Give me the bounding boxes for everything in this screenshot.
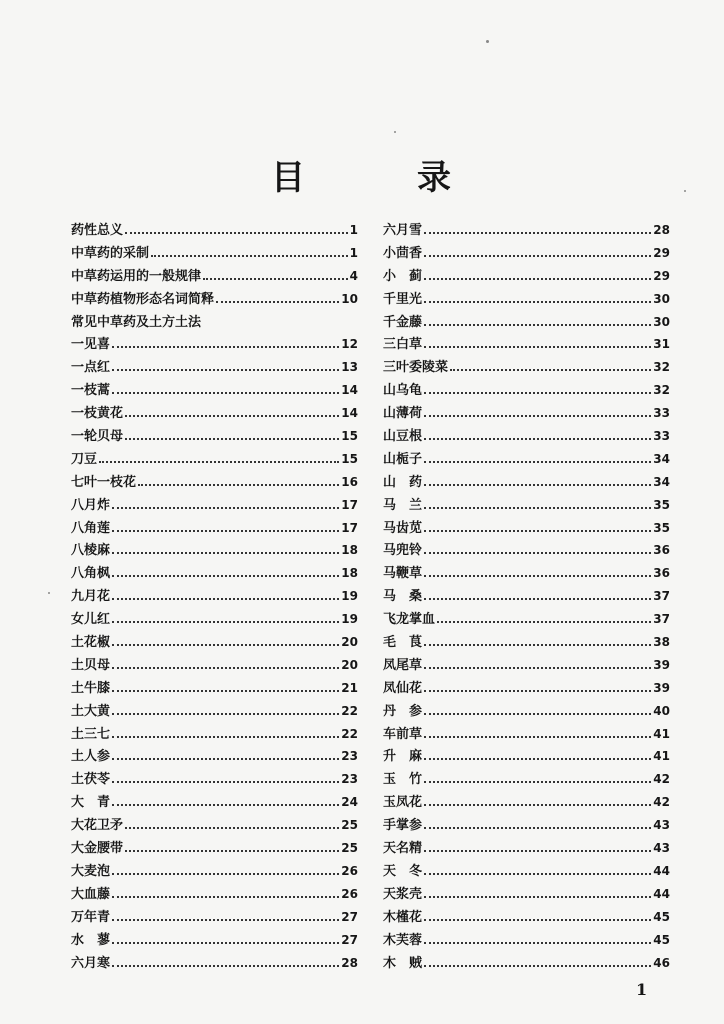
toc-leader-dots <box>112 757 339 760</box>
toc-entry <box>383 448 670 471</box>
toc-entry-page: 42 <box>653 772 670 787</box>
toc-entry <box>383 425 670 448</box>
toc-leader-dots <box>203 277 348 280</box>
toc-entry-page: 41 <box>653 726 670 741</box>
toc-entry-page: 24 <box>341 795 358 810</box>
toc-entry-label: 土大黄 <box>71 703 111 719</box>
toc-leader-dots <box>424 277 651 280</box>
toc-entry-page: 1 <box>349 245 358 260</box>
speck <box>48 592 50 594</box>
toc-left-column <box>71 219 358 974</box>
toc-entry-label: 水 蓼 <box>71 932 111 948</box>
toc-leader-dots <box>112 895 339 898</box>
toc-entry-label: 小茴香 <box>383 245 423 261</box>
toc-entry <box>383 745 670 768</box>
toc-entry-label: 中草药植物形态名词简释 <box>71 291 215 307</box>
toc-entry-page: 38 <box>653 635 670 650</box>
toc-leader-dots <box>424 895 651 898</box>
toc-leader-dots <box>112 735 339 738</box>
toc-entry <box>71 562 358 585</box>
toc-leader-dots <box>424 803 651 806</box>
toc-entry <box>71 333 358 356</box>
toc-entry-page: 14 <box>341 383 358 398</box>
toc-entry-page: 43 <box>653 818 670 833</box>
toc-entry-page: 22 <box>341 726 358 741</box>
toc-leader-dots <box>125 826 339 829</box>
toc-leader-dots <box>112 368 339 371</box>
toc-entry-label: 毛 茛 <box>383 635 423 651</box>
toc-leader-dots <box>125 414 339 417</box>
toc-leader-dots <box>112 506 339 509</box>
toc-entry <box>383 242 670 265</box>
toc-entry-label: 土花椒 <box>71 635 111 651</box>
toc-entry-label: 一枝蒿 <box>71 383 111 399</box>
toc-leader-dots <box>424 689 651 692</box>
toc-entry <box>383 562 670 585</box>
toc-leader-dots <box>424 460 651 463</box>
toc-entry <box>383 768 670 791</box>
toc-leader-dots <box>151 254 348 257</box>
toc-entry <box>383 883 670 906</box>
toc-entry-page: 22 <box>341 703 358 718</box>
toc-entry <box>383 219 670 242</box>
toc-entry-page: 20 <box>341 657 358 672</box>
toc-entry <box>383 585 670 608</box>
toc-entry-label: 木 贼 <box>383 955 423 971</box>
toc-leader-dots <box>424 551 651 554</box>
toc-entry-label: 一轮贝母 <box>71 429 124 445</box>
toc-entry-label: 九月花 <box>71 589 111 605</box>
toc-entry <box>383 379 670 402</box>
toc-entry-label: 丹 参 <box>383 703 423 719</box>
toc-entry-label: 凤尾草 <box>383 657 423 673</box>
toc-entry-page: 19 <box>341 612 358 627</box>
toc-leader-dots <box>424 780 651 783</box>
toc-entry-page: 35 <box>653 520 670 535</box>
toc-entry-label: 八角枫 <box>71 566 111 582</box>
toc-entry-page: 37 <box>653 612 670 627</box>
toc-leader-dots <box>424 506 651 509</box>
toc-entry <box>383 288 670 311</box>
toc-leader-dots <box>424 597 651 600</box>
toc-entry-page: 28 <box>653 223 670 237</box>
toc-entry-label: 三白草 <box>383 337 423 353</box>
toc-entry <box>71 517 358 540</box>
toc-leader-dots <box>450 368 651 371</box>
toc-entry-page: 25 <box>341 818 358 833</box>
toc-leader-dots <box>112 391 339 394</box>
toc-entry-label: 玉 竹 <box>383 772 423 788</box>
toc-entry-label: 六月寒 <box>71 955 111 971</box>
toc-entry <box>71 677 358 700</box>
toc-entry <box>383 814 670 837</box>
speck <box>684 190 686 192</box>
toc-leader-dots <box>424 918 651 921</box>
toc-entry <box>71 265 358 288</box>
toc-entry-label: 八角莲 <box>71 520 111 536</box>
toc-entry <box>383 631 670 654</box>
toc-leader-dots <box>424 941 651 944</box>
toc-entry-page: 27 <box>341 909 358 924</box>
toc-entry <box>71 814 358 837</box>
toc-entry-page: 39 <box>653 680 670 695</box>
toc-entry-label: 山 药 <box>383 474 423 490</box>
toc-entry-label: 常见中草药及土方土法 <box>71 314 202 330</box>
toc-entry-label: 六月雪 <box>383 223 423 238</box>
toc-entry-page: 20 <box>341 635 358 650</box>
toc-entry-label: 药性总义 <box>71 223 124 238</box>
toc-entry-label: 马 桑 <box>383 589 423 605</box>
toc-leader-dots <box>112 780 339 783</box>
toc-entry <box>71 608 358 631</box>
toc-leader-dots <box>424 483 651 486</box>
toc-entry <box>71 494 358 517</box>
toc-entry-page: 18 <box>341 566 358 581</box>
toc-leader-dots <box>99 460 339 463</box>
toc-entry-label: 土茯苓 <box>71 772 111 788</box>
toc-entry-page: 12 <box>341 337 358 352</box>
toc-leader-dots <box>112 872 339 875</box>
toc-entry <box>383 654 670 677</box>
page-number: 1 <box>636 980 648 999</box>
toc-entry-page: 37 <box>653 589 670 604</box>
toc-entry-page: 26 <box>341 863 358 878</box>
toc-entry <box>383 402 670 425</box>
toc-entry <box>71 471 358 494</box>
toc-leader-dots <box>112 712 339 715</box>
toc-entry-label: 山乌龟 <box>383 383 423 399</box>
toc-entry-page: 4 <box>349 268 358 283</box>
toc-entry-page: 15 <box>341 451 358 466</box>
toc-right-column <box>383 219 670 974</box>
toc-entry-page: 23 <box>341 772 358 787</box>
toc-entry <box>383 517 670 540</box>
title-char-1: 目 <box>271 158 307 198</box>
toc-entry-label: 山栀子 <box>383 451 423 467</box>
toc-entry-label: 木芙蓉 <box>383 932 423 948</box>
toc-entry <box>71 768 358 791</box>
toc-leader-dots <box>424 231 651 234</box>
toc-entry <box>71 837 358 860</box>
toc-entry <box>71 883 358 906</box>
toc-entry-page: 40 <box>653 703 670 718</box>
toc-entry-page: 36 <box>653 543 670 558</box>
toc-entry <box>71 654 358 677</box>
toc-entry-page: 1 <box>349 223 358 237</box>
toc-leader-dots <box>424 872 651 875</box>
toc-entry <box>71 539 358 562</box>
toc-entry <box>71 700 358 723</box>
toc-entry-label: 天名精 <box>383 841 423 857</box>
toc-leader-dots <box>424 529 651 532</box>
toc-leader-dots <box>424 826 651 829</box>
toc-entry-page: 16 <box>341 474 358 489</box>
toc-leader-dots <box>112 803 339 806</box>
toc-leader-dots <box>424 735 651 738</box>
toc-entry <box>383 860 670 883</box>
toc-entry-page: 10 <box>341 291 358 306</box>
toc-leader-dots <box>424 437 651 440</box>
toc-leader-dots <box>112 964 339 967</box>
toc-leader-dots <box>216 300 339 303</box>
toc-entry-label: 山豆根 <box>383 429 423 445</box>
toc-entry-label: 土三七 <box>71 726 111 742</box>
toc-leader-dots <box>125 849 339 852</box>
toc-entry-page: 15 <box>341 429 358 444</box>
toc-leader-dots <box>424 643 651 646</box>
toc-entry <box>71 425 358 448</box>
toc-entry-page: 44 <box>653 863 670 878</box>
toc-entry-label: 一枝黄花 <box>71 406 124 422</box>
toc-entry <box>383 723 670 746</box>
toc-entry-label: 八月炸 <box>71 497 111 513</box>
toc-entry-page: 44 <box>653 886 670 901</box>
toc-entry-label: 木槿花 <box>383 909 423 925</box>
toc-entry-page: 18 <box>341 543 358 558</box>
toc-entry-label: 女儿红 <box>71 612 111 628</box>
toc-title <box>0 150 724 199</box>
toc-leader-dots <box>424 964 651 967</box>
toc-entry-page: 30 <box>653 291 670 306</box>
toc-entry-label: 飞龙掌血 <box>383 612 436 628</box>
toc-leader-dots <box>424 414 651 417</box>
toc-leader-dots <box>112 597 339 600</box>
speck <box>394 131 396 133</box>
toc-entry <box>383 677 670 700</box>
toc-entry-page: 28 <box>341 955 358 970</box>
toc-leader-dots <box>424 666 651 669</box>
toc-entry-page: 39 <box>653 657 670 672</box>
toc-entry-page: 23 <box>341 749 358 764</box>
toc-entry-label: 中草药运用的一般规律 <box>71 268 202 284</box>
toc-entry <box>71 631 358 654</box>
toc-entry-label: 八棱麻 <box>71 543 111 559</box>
toc-entry-label: 车前草 <box>383 726 423 742</box>
toc-entry-label: 玉凤花 <box>383 795 423 811</box>
toc-leader-dots <box>112 941 339 944</box>
toc-entry <box>383 608 670 631</box>
toc-leader-dots <box>112 666 339 669</box>
toc-entry <box>383 837 670 860</box>
toc-entry-page: 34 <box>653 474 670 489</box>
toc-entry <box>71 723 358 746</box>
toc-entry <box>383 791 670 814</box>
toc-entry-label: 中草药的采制 <box>71 245 150 261</box>
toc-entry-label: 一点红 <box>71 360 111 376</box>
toc-entry <box>383 265 670 288</box>
toc-entry-label: 土人参 <box>71 749 111 765</box>
toc-entry-label: 手掌参 <box>383 818 423 834</box>
toc-entry-page: 33 <box>653 429 670 444</box>
toc-entry <box>71 288 358 311</box>
toc-entry <box>71 745 358 768</box>
toc-entry <box>71 952 358 975</box>
toc-entry-label: 千里光 <box>383 291 423 307</box>
toc-entry-label: 凤仙花 <box>383 680 423 696</box>
toc-entry-label: 千金藤 <box>383 314 423 330</box>
toc-entry-label: 大 青 <box>71 795 111 811</box>
toc-entry-page: 43 <box>653 841 670 856</box>
toc-entry <box>71 219 358 242</box>
toc-entry-page: 27 <box>341 932 358 947</box>
toc-entry <box>383 539 670 562</box>
toc-entry <box>71 791 358 814</box>
toc-entry-label: 大金腰带 <box>71 841 124 857</box>
toc-entry <box>71 448 358 471</box>
toc-entry-label: 土牛膝 <box>71 680 111 696</box>
toc-entry-page: 42 <box>653 795 670 810</box>
toc-entry-page: 29 <box>653 245 670 260</box>
toc-leader-dots <box>424 574 651 577</box>
toc-leader-dots <box>424 712 651 715</box>
toc-entry-page: 25 <box>341 841 358 856</box>
toc-entry-label: 土贝母 <box>71 657 111 673</box>
toc-entry <box>383 700 670 723</box>
toc-entry-label: 三叶委陵菜 <box>383 360 449 376</box>
toc-entry <box>383 494 670 517</box>
toc-entry-page: 29 <box>653 268 670 283</box>
toc-entry <box>71 402 358 425</box>
toc-entry-page: 32 <box>653 383 670 398</box>
toc-entry-page: 14 <box>341 406 358 421</box>
toc-entry-page: 17 <box>341 520 358 535</box>
toc-entry <box>71 311 358 334</box>
toc-entry-label: 马鞭草 <box>383 566 423 582</box>
toc-leader-dots <box>424 757 651 760</box>
toc-entry-page: 31 <box>653 337 670 352</box>
toc-entry-label: 马兜铃 <box>383 543 423 559</box>
toc-entry-page: 26 <box>341 886 358 901</box>
toc-entry-label: 大血藤 <box>71 886 111 902</box>
toc-entry-page: 45 <box>653 932 670 947</box>
toc-entry-label: 天浆壳 <box>383 886 423 902</box>
toc-entry <box>383 471 670 494</box>
toc-entry-label: 小 蓟 <box>383 268 423 284</box>
toc-entry-page: 32 <box>653 360 670 375</box>
speck <box>486 40 489 43</box>
toc-leader-dots <box>112 689 339 692</box>
toc-entry-label: 天 冬 <box>383 863 423 879</box>
toc-leader-dots <box>112 551 339 554</box>
toc-entry-page: 13 <box>341 360 358 375</box>
toc-entry <box>71 585 358 608</box>
toc-entry <box>383 333 670 356</box>
toc-leader-dots <box>424 300 651 303</box>
toc-leader-dots <box>112 345 339 348</box>
toc-entry-page: 21 <box>341 680 358 695</box>
toc-leader-dots <box>424 849 651 852</box>
toc-entry-page: 34 <box>653 451 670 466</box>
toc-entry <box>71 929 358 952</box>
toc-entry-page: 46 <box>653 955 670 970</box>
toc-leader-dots <box>112 574 339 577</box>
toc-entry-label: 七叶一枝花 <box>71 474 137 490</box>
toc-leader-dots <box>112 918 339 921</box>
toc-entry-label: 马 兰 <box>383 497 423 513</box>
toc-entry-page: 45 <box>653 909 670 924</box>
title-char-2: 录 <box>417 158 453 198</box>
toc-entry-page: 19 <box>341 589 358 604</box>
toc-entry <box>383 311 670 334</box>
toc-entry <box>71 242 358 265</box>
toc-leader-dots <box>424 345 651 348</box>
toc-leader-dots <box>125 231 348 234</box>
toc-entry-label: 大花卫矛 <box>71 818 124 834</box>
toc-leader-dots <box>112 643 339 646</box>
toc-leader-dots <box>125 437 339 440</box>
toc-entry-page: 36 <box>653 566 670 581</box>
toc-entry-label: 山薄荷 <box>383 406 423 422</box>
toc-entry <box>383 906 670 929</box>
toc-entry <box>383 929 670 952</box>
toc-entry-page: 30 <box>653 314 670 329</box>
toc-entry <box>71 860 358 883</box>
toc-leader-dots <box>112 529 339 532</box>
toc-leader-dots <box>424 323 651 326</box>
toc-leader-dots <box>138 483 339 486</box>
toc-entry-label: 万年青 <box>71 909 111 925</box>
toc-entry-page: 35 <box>653 497 670 512</box>
toc-entry-page: 17 <box>341 497 358 512</box>
toc-leader-dots <box>437 620 651 623</box>
toc-entry-label: 升 麻 <box>383 749 423 765</box>
toc-entry-label: 刀豆 <box>71 451 98 467</box>
toc-entry-label: 马齿苋 <box>383 520 423 536</box>
toc-entry-label: 一见喜 <box>71 337 111 353</box>
toc-entry-page: 41 <box>653 749 670 764</box>
toc-entry-page: 33 <box>653 406 670 421</box>
toc-entry <box>71 356 358 379</box>
toc-entry <box>71 379 358 402</box>
toc-entry <box>383 952 670 975</box>
toc-entry <box>383 356 670 379</box>
toc-entry <box>71 906 358 929</box>
toc-leader-dots <box>424 391 651 394</box>
toc-leader-dots <box>112 620 339 623</box>
toc-entry-label: 大麦泡 <box>71 863 111 879</box>
toc-leader-dots <box>424 254 651 257</box>
